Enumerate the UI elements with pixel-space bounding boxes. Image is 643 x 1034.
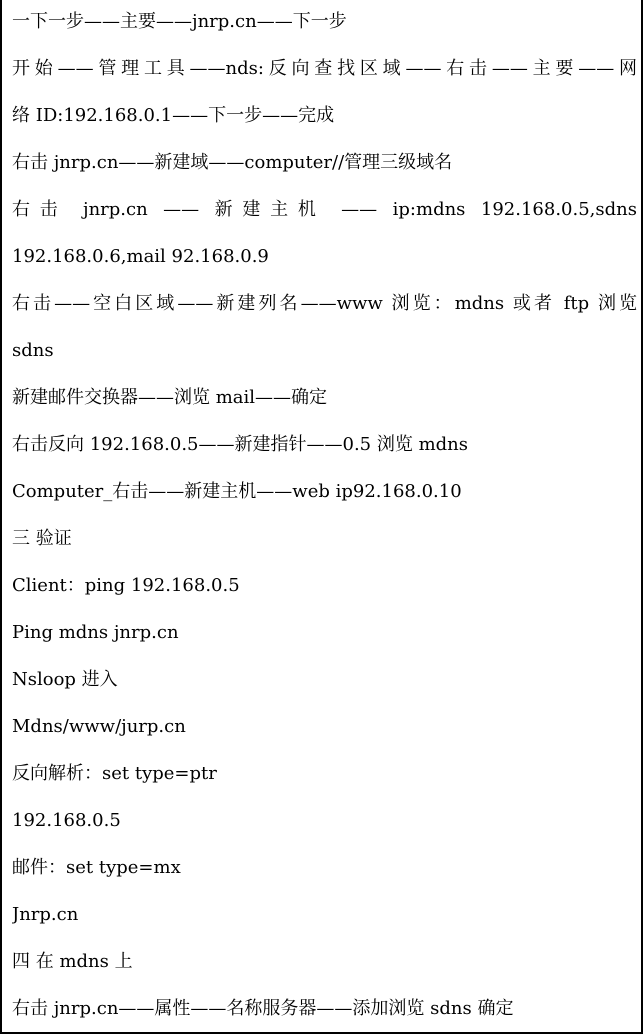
text-line-2: 开始——管理工具——nds:反向查找区域——右击——主要——网 [12,58,637,79]
text-line-1: 一下一步——主要——jnrp.cn——下一步 [12,11,347,32]
text-line-16: Mdns/www/jurp.cn [12,716,186,737]
text-line-22: 右击 jnrp.cn——属性——名称服务器——添加浏览 sdns 确定 [12,998,514,1019]
text-line-6: 192.168.0.6,mail 92.168.0.9 [12,246,269,267]
section-heading-verify: 三 验证 [12,528,72,549]
section-heading-on-mdns: 四 在 mdns 上 [12,951,133,972]
text-line-17: 反向解析：set type=ptr [12,763,217,784]
text-line-5: 右击 jnrp.cn —— 新建主机 —— ip:mdns 192.168.0.5,sdns [12,199,637,220]
document-body [12,0,637,1032]
text-line-20: Jnrp.cn [12,904,79,925]
text-line-10: 右击反向 192.168.0.5——新建指针——0.5 浏览 mdns [12,434,468,455]
text-line-8: sdns [12,340,54,361]
text-line-4: 右击 jnrp.cn——新建域——computer//管理三级域名 [12,152,453,173]
text-line-14: Ping mdns jnrp.cn [12,622,179,643]
text-line-9: 新建邮件交换器——浏览 mail——确定 [12,387,328,408]
text-line-7: 右击——空白区域——新建列名——www 浏览：mdns 或者 ftp 浏览 [12,293,637,314]
text-line-18: 192.168.0.5 [12,810,121,831]
text-line-13: Client：ping 192.168.0.5 [12,575,240,596]
text-line-11: Computer_右击——新建主机——web ip92.168.0.10 [12,481,462,502]
text-line-15: Nsloop 进入 [12,669,118,690]
text-line-19: 邮件：set type=mx [12,857,181,878]
text-line-3: 络 ID:192.168.0.1——下一步——完成 [12,105,335,126]
